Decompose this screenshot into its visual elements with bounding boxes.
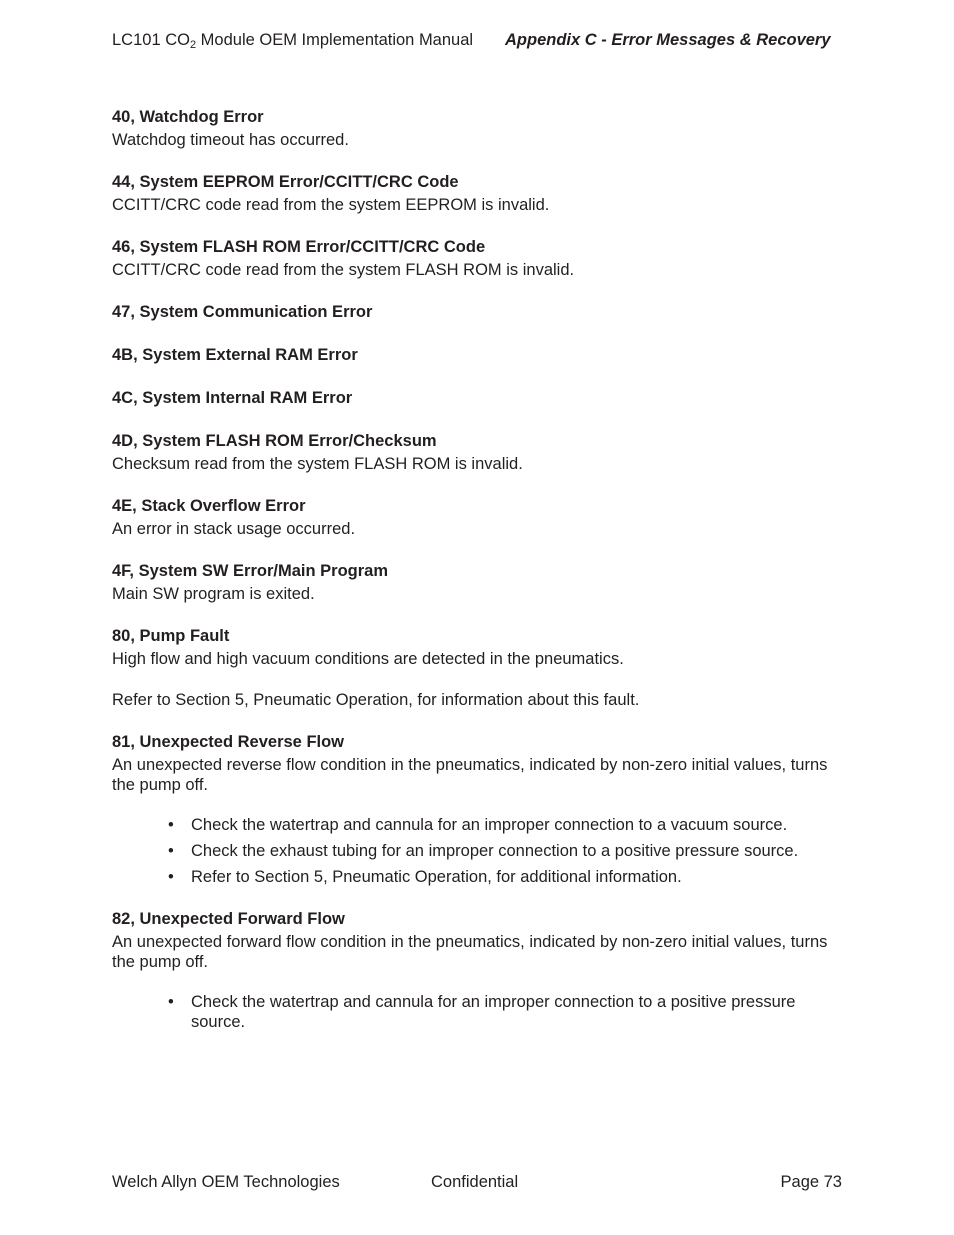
page-number: Page 73 (780, 1173, 842, 1191)
error-heading: 4C, System Internal RAM Error (112, 389, 353, 407)
error-entry (112, 495, 832, 539)
recovery-step-text: Refer to Section 5, Pneumatic Operation, for additional information. (191, 868, 682, 886)
error-description: Checksum read from the system FLASH ROM is invalid. (112, 455, 523, 473)
error-heading: 4E, Stack Overflow Error (112, 497, 306, 515)
recovery-steps-list (112, 992, 832, 1032)
error-description: An error in stack usage occurred. (112, 520, 356, 538)
error-description: High flow and high vacuum conditions are detected in the pneumatics. (112, 650, 624, 668)
recovery-step (168, 815, 831, 835)
appendix-title: Appendix C - Error Messages & Recovery (505, 31, 831, 49)
error-description: Main SW program is exited. (112, 585, 315, 603)
bullet-icon: • (168, 993, 174, 1011)
error-entry (112, 387, 832, 409)
recovery-step (168, 992, 831, 1032)
error-heading: 40, Watchdog Error (112, 108, 264, 126)
error-heading: 81, Unexpected Reverse Flow (112, 733, 345, 751)
recovery-step (168, 867, 831, 887)
bullet-icon: • (168, 868, 174, 886)
footer-company: Welch Allyn OEM Technologies (112, 1173, 340, 1191)
error-entry (112, 106, 832, 150)
recovery-step (168, 841, 831, 861)
error-description: An unexpected reverse flow condition in the pneumatics, indicated by non-zero initial values, turns the pump off. (112, 756, 828, 794)
recovery-step-text: Check the watertrap and cannula for an improper connection to a positive pressure source. (191, 993, 796, 1031)
recovery-step-text: Check the watertrap and cannula for an improper connection to a vacuum source. (191, 816, 788, 834)
error-entry (112, 236, 832, 280)
error-entry (112, 301, 832, 323)
error-description: CCITT/CRC code read from the system FLASH ROM is invalid. (112, 261, 575, 279)
bullet-icon: • (168, 842, 174, 860)
error-description: CCITT/CRC code read from the system EEPROM is invalid. (112, 196, 550, 214)
error-description: Watchdog timeout has occurred. (112, 131, 349, 149)
error-description: An unexpected forward flow condition in the pneumatics, indicated by non-zero initial values, turns the pump off. (112, 933, 828, 971)
manual-title: LC101 $CO_2$ Module OEM Implementation Manual (112, 31, 474, 51)
error-heading: 82, Unexpected Forward Flow (112, 910, 345, 928)
footer-confidential: Confidential (431, 1173, 519, 1191)
error-heading: 47, System Communication Error (112, 303, 373, 321)
error-message-list (112, 106, 832, 1053)
error-heading: 4B, System External RAM Error (112, 346, 358, 364)
error-heading: 4D, System FLASH ROM Error/Checksum (112, 432, 437, 450)
error-entry (112, 560, 832, 604)
subscript-2: 2 (189, 39, 197, 51)
recovery-steps-list (112, 815, 832, 887)
error-description: Refer to Section 5, Pneumatic Operation, for information about this fault. (112, 691, 640, 709)
error-entry (112, 344, 832, 366)
error-heading: 80, Pump Fault (112, 627, 230, 645)
error-heading: 44, System EEPROM Error/CCITT/CRC Code (112, 173, 459, 191)
error-heading: 46, System FLASH ROM Error/CCITT/CRC Code (112, 238, 486, 256)
error-entry (112, 625, 832, 710)
error-entry (112, 171, 832, 215)
error-entry (112, 430, 832, 474)
bullet-icon: • (168, 816, 174, 834)
error-entry (112, 731, 832, 887)
page-footer (112, 1173, 842, 1195)
recovery-step-text: Check the exhaust tubing for an improper connection to a positive pressure source. (191, 842, 799, 860)
page-header (112, 31, 847, 50)
error-entry (112, 908, 832, 1032)
error-heading: 4F, System SW Error/Main Program (112, 562, 388, 580)
